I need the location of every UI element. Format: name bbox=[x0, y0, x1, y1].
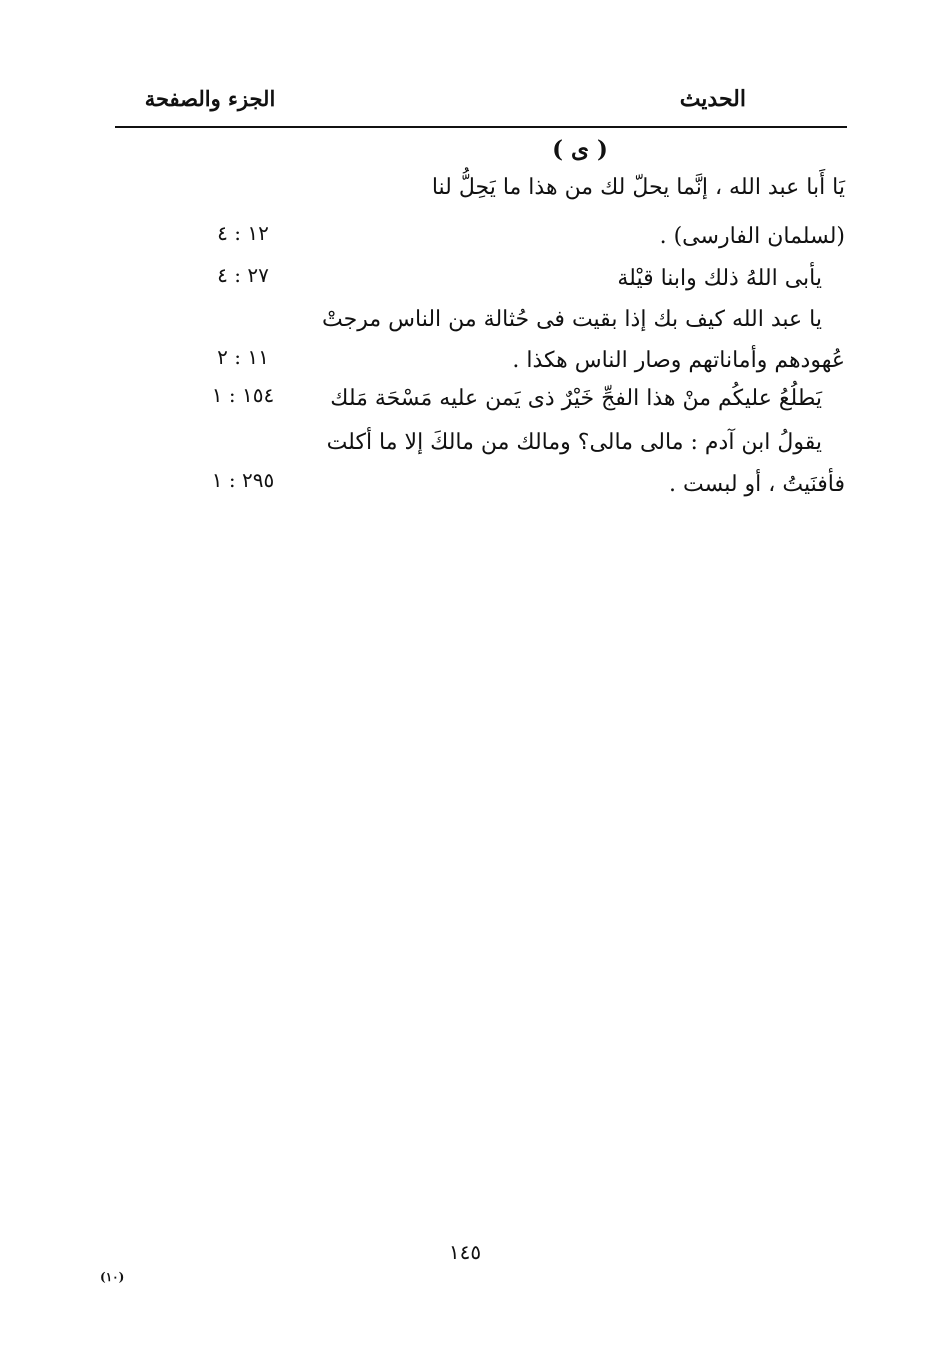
signature-mark: (١٠) bbox=[100, 1270, 125, 1284]
reference-part-page: ١٢ : ٤ bbox=[217, 221, 269, 245]
hadith-line: فأفنَيتُ ، أو لبست . bbox=[669, 472, 845, 497]
header-hadith: الحديث bbox=[679, 86, 746, 112]
hadith-line: يَطلُعُ عليكُم منْ هذا الفجِّ خَيْرٌ ذى يَمن عليه مَسْحَة مَلك bbox=[330, 386, 822, 411]
hadith-line: يا عبد الله كيف بك إذا بقيت فى حُثالة من الناس مرجتْ bbox=[322, 307, 822, 332]
hadith-line: عُهودهم وأماناتهم وصار الناس هكذا . bbox=[512, 348, 845, 373]
hadith-line: يقولُ ابن آدم : مالى مالى؟ ومالك من مالكَ إلا ما أكلت bbox=[326, 430, 822, 455]
reference-part-page: ٢٩٥ : ١ bbox=[211, 468, 275, 492]
hadith-line: يأبى اللهُ ذلك وابنا قيْلة bbox=[617, 266, 822, 291]
page-number: ١٤٥ bbox=[448, 1240, 482, 1264]
reference-part-page: ١٥٤ : ١ bbox=[211, 383, 275, 407]
section-letter: ( ى ) bbox=[552, 136, 608, 163]
hadith-line: يَا أَبا عبد الله ، إنَّما يحلّ لك من هذا ما يَحِلُّ لنا bbox=[431, 175, 845, 200]
reference-part-page: ١١ : ٢ bbox=[217, 345, 269, 369]
hadith-line: (لسلمان الفارسى) . bbox=[659, 224, 845, 249]
reference-part-page: ٢٧ : ٤ bbox=[217, 263, 269, 287]
header-rule bbox=[115, 126, 847, 128]
header-part-page: الجزء والصفحة bbox=[144, 86, 276, 111]
